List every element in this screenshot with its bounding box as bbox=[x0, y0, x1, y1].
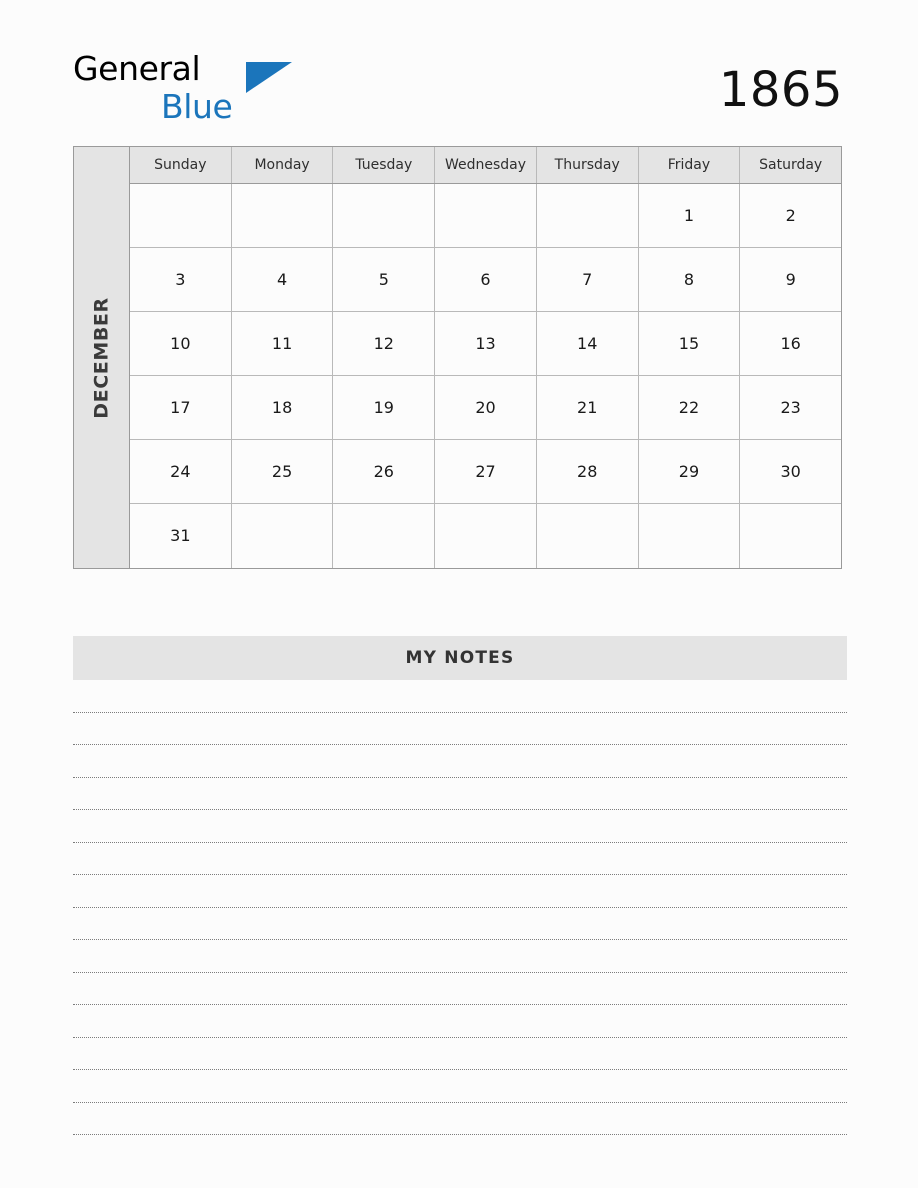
day-cell[interactable]: 29 bbox=[639, 440, 741, 504]
day-cell[interactable] bbox=[435, 504, 537, 568]
note-line[interactable] bbox=[73, 940, 847, 973]
day-cell[interactable]: 18 bbox=[232, 376, 334, 440]
day-cell[interactable]: 11 bbox=[232, 312, 334, 376]
calendar-week-row bbox=[130, 312, 841, 376]
day-cell[interactable] bbox=[537, 184, 639, 248]
logo-text-blue: Blue bbox=[161, 87, 233, 126]
day-cell[interactable]: 16 bbox=[740, 312, 841, 376]
day-cell[interactable]: 14 bbox=[537, 312, 639, 376]
day-cell[interactable]: 25 bbox=[232, 440, 334, 504]
calendar-week-row bbox=[130, 440, 841, 504]
note-line[interactable] bbox=[73, 1103, 847, 1136]
notes-section bbox=[73, 636, 847, 1135]
day-cell[interactable] bbox=[537, 504, 639, 568]
day-cell[interactable]: 4 bbox=[232, 248, 334, 312]
day-cell[interactable]: 23 bbox=[740, 376, 841, 440]
note-line[interactable] bbox=[73, 745, 847, 778]
notes-title: MY NOTES bbox=[405, 648, 515, 668]
page-title-year: 1865 bbox=[718, 62, 843, 118]
weekday-header-wednesday: Wednesday bbox=[435, 147, 537, 183]
day-cell[interactable]: 17 bbox=[130, 376, 232, 440]
day-cell[interactable]: 6 bbox=[435, 248, 537, 312]
note-line[interactable] bbox=[73, 1038, 847, 1071]
note-line[interactable] bbox=[73, 1070, 847, 1103]
note-line[interactable] bbox=[73, 810, 847, 843]
note-line[interactable] bbox=[73, 778, 847, 811]
day-cell[interactable]: 31 bbox=[130, 504, 232, 568]
day-cell[interactable]: 21 bbox=[537, 376, 639, 440]
note-line[interactable] bbox=[73, 843, 847, 876]
day-cell[interactable]: 5 bbox=[333, 248, 435, 312]
day-cell[interactable]: 26 bbox=[333, 440, 435, 504]
calendar-grid bbox=[130, 147, 841, 568]
note-line[interactable] bbox=[73, 973, 847, 1006]
day-cell[interactable]: 3 bbox=[130, 248, 232, 312]
day-cell[interactable]: 30 bbox=[740, 440, 841, 504]
day-cell[interactable] bbox=[333, 184, 435, 248]
day-cell[interactable]: 28 bbox=[537, 440, 639, 504]
month-label-column bbox=[74, 147, 130, 568]
blue-triangle-icon bbox=[246, 62, 292, 93]
day-cell[interactable] bbox=[740, 504, 841, 568]
day-cell[interactable]: 15 bbox=[639, 312, 741, 376]
weekday-header-saturday: Saturday bbox=[759, 157, 823, 173]
notes-lines[interactable] bbox=[73, 680, 847, 1135]
calendar-week-row bbox=[130, 248, 841, 312]
day-cell[interactable] bbox=[232, 184, 334, 248]
general-blue-logo bbox=[73, 49, 373, 128]
day-cell[interactable]: 24 bbox=[130, 440, 232, 504]
weekday-header-sunday: Sunday bbox=[130, 147, 232, 183]
calendar-table bbox=[73, 146, 842, 569]
note-line[interactable] bbox=[73, 875, 847, 908]
weekday-header-thursday: Thursday bbox=[537, 147, 639, 183]
day-cell[interactable]: 9 bbox=[740, 248, 841, 312]
day-cell[interactable]: 8 bbox=[639, 248, 741, 312]
day-cell[interactable]: 2 bbox=[740, 184, 841, 248]
day-cell[interactable]: 22 bbox=[639, 376, 741, 440]
day-cell[interactable] bbox=[639, 504, 741, 568]
day-cell[interactable]: 13 bbox=[435, 312, 537, 376]
day-cell[interactable]: 10 bbox=[130, 312, 232, 376]
weekday-header-tuesday: Tuesday bbox=[333, 147, 435, 183]
note-line[interactable] bbox=[73, 680, 847, 713]
weekday-header-friday: Friday bbox=[639, 147, 741, 183]
note-line[interactable] bbox=[73, 1005, 847, 1038]
day-cell[interactable]: 19 bbox=[333, 376, 435, 440]
page-header bbox=[73, 49, 843, 132]
day-cell[interactable] bbox=[130, 184, 232, 248]
day-cell[interactable]: 1 bbox=[639, 184, 741, 248]
day-cell[interactable]: 27 bbox=[435, 440, 537, 504]
weekday-header-monday: Monday bbox=[232, 147, 334, 183]
calendar-week-row bbox=[130, 376, 841, 440]
day-cell[interactable] bbox=[333, 504, 435, 568]
calendar-week-row bbox=[130, 184, 841, 248]
month-name: DECEMBER bbox=[90, 296, 113, 419]
day-cell[interactable]: 12 bbox=[333, 312, 435, 376]
note-line[interactable] bbox=[73, 908, 847, 941]
day-cell[interactable]: 20 bbox=[435, 376, 537, 440]
day-cell[interactable]: 7 bbox=[537, 248, 639, 312]
logo-text-general: General bbox=[73, 49, 201, 88]
day-cell[interactable] bbox=[435, 184, 537, 248]
note-line[interactable] bbox=[73, 713, 847, 746]
day-cell[interactable] bbox=[232, 504, 334, 568]
calendar-week-row bbox=[130, 504, 841, 568]
weekday-header-row bbox=[130, 147, 841, 184]
notes-title-bar bbox=[73, 636, 847, 680]
